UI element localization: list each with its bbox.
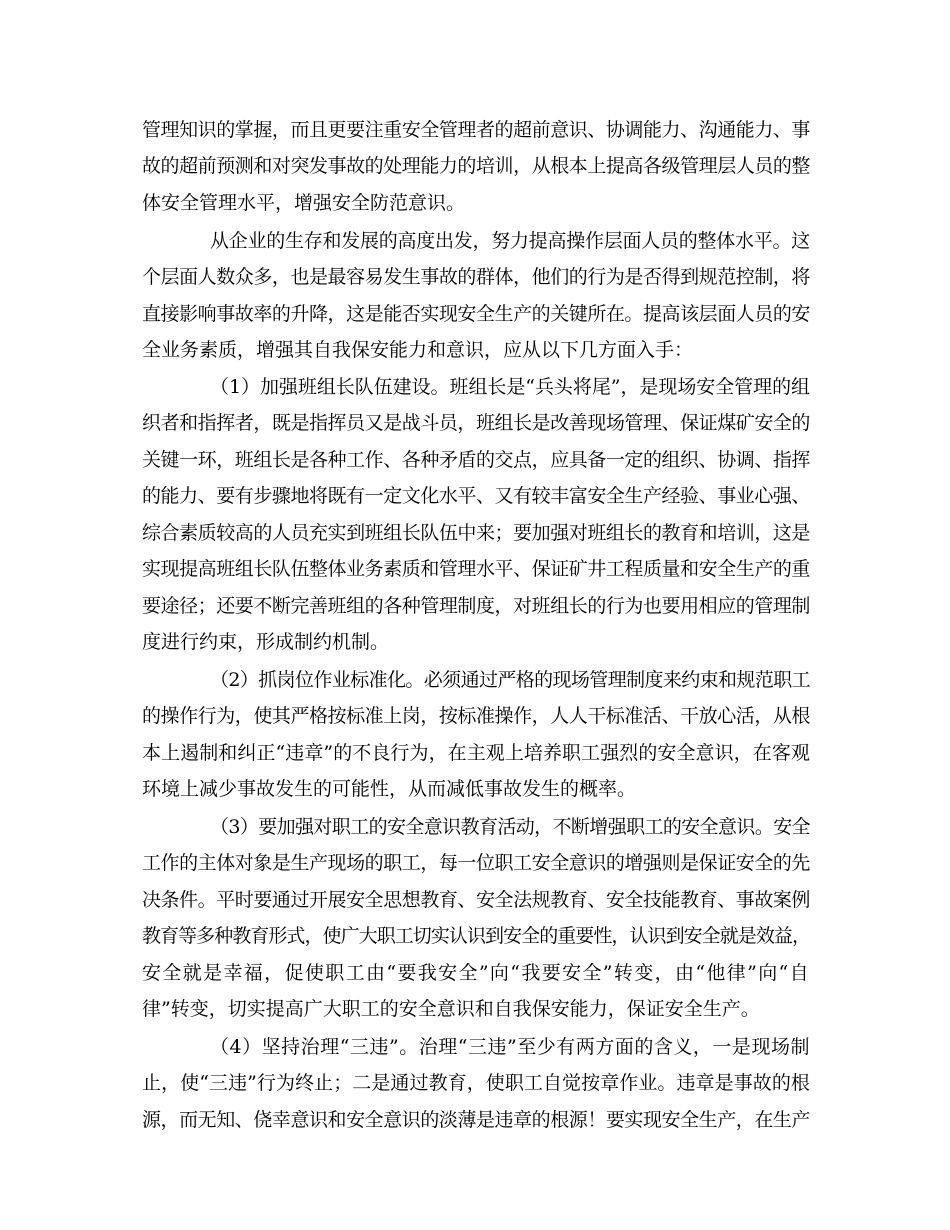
text-line: 从企业的生存和发展的高度出发，努力提高操作层面人员的整体水平。这 [210,230,811,252]
text-line: 度进行约束，形成制约机制。 [142,631,390,653]
text-line: 律”转变，切实提高广大职工的安全意识和自我保安能力，保证安全生产。 [142,998,760,1020]
text-line: （3）要加强对职工的安全意识教育活动，不断增强职工的安全意识。安全 [210,816,810,838]
text-line: 止，使“三违”行为终止；二是通过教育，使职工自觉按章作业。违章是事故的根 [142,1072,810,1094]
text-line: 教育等多种教育形式，使广大职工切实认识到安全的重要性，认识到安全就是效益， [142,925,811,947]
text-line: 实现提高班组长队伍整体业务素质和管理水平、保证矿井工程质量和安全生产的重 [142,558,810,580]
text-line: 个层面人数众多，也是最容易发生事故的群体，他们的行为是否得到规范控制，将 [142,266,810,288]
text-line: （1）加强班组长队伍建设。班组长是“兵头将尾”，是现场安全管理的组 [210,376,810,398]
text-line: 的操作行为，使其严格按标准上岗，按标准操作，人人干标准活、干放心活，从根 [142,705,810,727]
text-line: 管理知识的掌握，而且更要注重安全管理者的超前意识、协调能力、沟通能力、事 [142,119,810,141]
text-line: 本上遏制和纠正“违章”的不良行为，在主观上培养职工强烈的安全意识，在客观 [142,742,810,764]
text-line: 直接影响事故率的升降，这是能否实现安全生产的关键所在。提高该层面人员的安 [142,303,810,325]
text-line: 环境上减少事故发生的可能性，从而减低事故发生的概率。 [142,778,637,800]
text-line: 安全就是幸福，促使职工由“要我安全”向“我要安全”转变，由“他律”向“自 [142,962,810,984]
text-line: 关键一环，班组长是各种工作、各种矛盾的交点，应具备一定的组织、协调、指挥 [142,449,810,471]
text-line: 全业务素质，增强其自我保安能力和意识，应从以下几方面入手： [142,339,694,361]
text-line: 故的超前预测和对突发事故的处理能力的培训，从根本上提高各级管理层人员的整 [142,155,810,177]
text-line: 的能力、要有步骤地将既有一定文化水平、又有较丰富安全生产经验、事业心强、 [142,485,810,507]
text-line: 综合素质较高的人员充实到班组长队伍中来；要加强对班组长的教育和培训，这是 [142,522,810,544]
text-line: 源，而无知、侥幸意识和安全意识的淡薄是违章的根源！要实现安全生产，在生产 [142,1109,810,1131]
text-line: 工作的主体对象是生产现场的职工，每一位职工安全意识的增强则是保证安全的先 [142,852,810,874]
text-line: （4）坚持治理“三违”。治理“三违”至少有两方面的含义，一是现场制 [210,1036,811,1058]
text-line: 要途径；还要不断完善班组的各种管理制度，对班组长的行为也要用相应的管理制 [142,595,810,617]
text-line: 织者和指挥者，既是指挥员又是战斗员，班组长是改善现场管理、保证煤矿安全的 [142,412,810,434]
text-line: （2）抓岗位作业标准化。必须通过严格的现场管理制度来约束和规范职工 [210,669,810,691]
text-line: 决条件。平时要通过开展安全思想教育、安全法规教育、安全技能教育、事故案例 [142,889,810,911]
text-line: 体安全管理水平，增强安全防范意识。 [142,192,466,214]
